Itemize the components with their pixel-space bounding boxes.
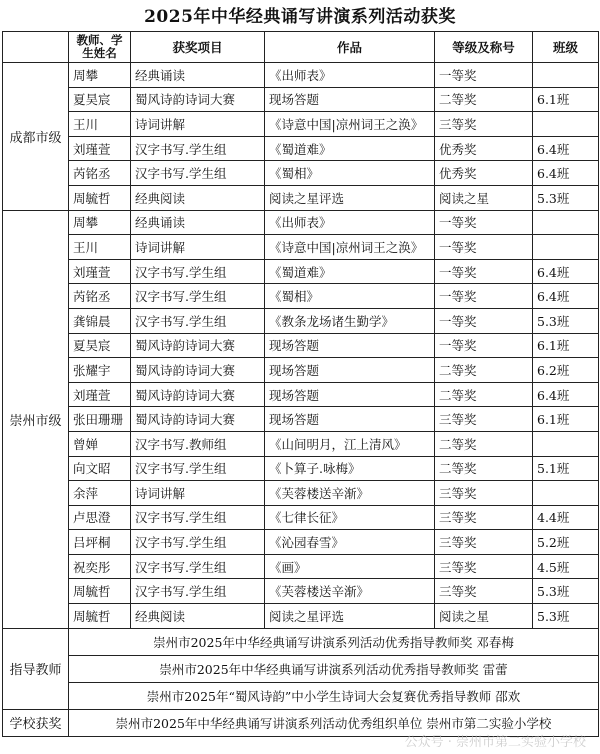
header-teacher: 教师、学生姓名 (69, 32, 131, 63)
table-row (3, 308, 599, 333)
table-header-row (3, 32, 599, 63)
cell-grade: 二等奖 (435, 431, 533, 456)
cell-item: 诗词讲解 (131, 481, 265, 506)
cell-work: 《山间明月，江上清风》 (265, 431, 435, 456)
table-body (3, 63, 599, 629)
section-label-mentors: 指导教师 (3, 628, 69, 709)
header-work: 作品 (265, 32, 435, 63)
cell-work: 现场答题 (265, 333, 435, 358)
mentor-row (3, 682, 599, 709)
cell-class: 6.4班 (533, 284, 599, 309)
cell-grade: 二等奖 (435, 456, 533, 481)
cell-grade: 三等奖 (435, 505, 533, 530)
cell-grade: 三等奖 (435, 579, 533, 604)
cell-name: 龚锦晨 (69, 308, 131, 333)
cell-class: 5.2班 (533, 530, 599, 555)
table-row (3, 431, 599, 456)
cell-grade: 阅读之星 (435, 185, 533, 210)
table-row (3, 235, 599, 260)
table-row (3, 554, 599, 579)
watermark: 公众号 · 崇州市第二实验小学校 (404, 735, 586, 750)
table-row (3, 579, 599, 604)
cell-item: 诗词讲解 (131, 112, 265, 137)
cell-name: 余萍 (69, 481, 131, 506)
table-row (3, 87, 599, 112)
cell-item: 汉字书写.学生组 (131, 579, 265, 604)
cell-class: 5.3班 (533, 604, 599, 629)
table-row (3, 604, 599, 629)
cell-class (533, 481, 599, 506)
cell-name: 刘瑾萱 (69, 382, 131, 407)
cell-class: 6.1班 (533, 333, 599, 358)
cell-grade: 一等奖 (435, 235, 533, 260)
cell-grade: 优秀奖 (435, 161, 533, 186)
cell-grade: 一等奖 (435, 259, 533, 284)
cell-work: 《七律长征》 (265, 505, 435, 530)
cell-class: 6.4班 (533, 382, 599, 407)
cell-item: 蜀风诗韵诗词大赛 (131, 333, 265, 358)
cell-name: 周毓哲 (69, 579, 131, 604)
table-row (3, 456, 599, 481)
page-title: 2025年中华经典诵写讲演系列活动获奖 (144, 7, 456, 27)
cell-item: 经典阅读 (131, 185, 265, 210)
awards-table (2, 31, 599, 737)
cell-item: 蜀风诗韵诗词大赛 (131, 407, 265, 432)
table-row (3, 259, 599, 284)
cell-class: 6.1班 (533, 87, 599, 112)
cell-grade: 三等奖 (435, 407, 533, 432)
cell-grade: 二等奖 (435, 87, 533, 112)
cell-grade: 优秀奖 (435, 136, 533, 161)
cell-item: 汉字书写.学生组 (131, 505, 265, 530)
cell-item: 汉字书写.教师组 (131, 431, 265, 456)
cell-class: 5.3班 (533, 185, 599, 210)
cell-item: 经典阅读 (131, 604, 265, 629)
cell-class: 6.2班 (533, 358, 599, 383)
cell-item: 汉字书写.学生组 (131, 530, 265, 555)
header-grade: 等级及称号 (435, 32, 533, 63)
table-row (3, 505, 599, 530)
cell-work: 《蜀相》 (265, 161, 435, 186)
cell-name: 周毓哲 (69, 604, 131, 629)
table-row (3, 112, 599, 137)
table-row (3, 185, 599, 210)
cell-work: 《卜算子.咏梅》 (265, 456, 435, 481)
table-row (3, 358, 599, 383)
cell-grade: 阅读之星 (435, 604, 533, 629)
mentor-line: 崇州市2025年中华经典诵写讲演系列活动优秀指导教师奖 邓春梅 (69, 628, 599, 655)
cell-name: 夏昊宸 (69, 87, 131, 112)
cell-item: 汉字书写.学生组 (131, 554, 265, 579)
cell-name: 芮铭丞 (69, 284, 131, 309)
cell-name: 曾婵 (69, 431, 131, 456)
cell-grade: 二等奖 (435, 358, 533, 383)
table-row (3, 284, 599, 309)
cell-work: 《诗意中国|凉州词王之涣》 (265, 112, 435, 137)
cell-item: 汉字书写.学生组 (131, 259, 265, 284)
cell-item: 诗词讲解 (131, 235, 265, 260)
cell-work: 《芙蓉楼送辛渐》 (265, 579, 435, 604)
cell-item: 汉字书写.学生组 (131, 161, 265, 186)
cell-work: 《出师表》 (265, 63, 435, 88)
mentor-row (3, 628, 599, 655)
table-row (3, 333, 599, 358)
cell-work: 阅读之星评选 (265, 604, 435, 629)
table-row (3, 530, 599, 555)
cell-work: 《蜀道难》 (265, 259, 435, 284)
cell-name: 刘瑾萱 (69, 259, 131, 284)
cell-class: 6.4班 (533, 161, 599, 186)
cell-name: 张田珊珊 (69, 407, 131, 432)
table-row (3, 210, 599, 235)
cell-work: 《蜀相》 (265, 284, 435, 309)
cell-class: 6.4班 (533, 136, 599, 161)
cell-name: 祝奕彤 (69, 554, 131, 579)
cell-work: 《沁园春雪》 (265, 530, 435, 555)
section-label: 成都市级 (3, 63, 69, 211)
table-row (3, 382, 599, 407)
cell-grade: 三等奖 (435, 530, 533, 555)
cell-grade: 一等奖 (435, 210, 533, 235)
cell-work: 现场答题 (265, 87, 435, 112)
cell-item: 汉字书写.学生组 (131, 456, 265, 481)
cell-grade: 三等奖 (435, 112, 533, 137)
cell-class: 5.3班 (533, 579, 599, 604)
cell-class (533, 431, 599, 456)
cell-item: 经典诵读 (131, 63, 265, 88)
section-label: 崇州市级 (3, 210, 69, 628)
cell-class: 5.3班 (533, 308, 599, 333)
cell-item: 汉字书写.学生组 (131, 136, 265, 161)
table-row (3, 136, 599, 161)
table-row (3, 407, 599, 432)
cell-grade: 三等奖 (435, 554, 533, 579)
cell-name: 周攀 (69, 63, 131, 88)
cell-name: 刘瑾萱 (69, 136, 131, 161)
cell-item: 汉字书写.学生组 (131, 284, 265, 309)
cell-class (533, 112, 599, 137)
cell-item: 蜀风诗韵诗词大赛 (131, 382, 265, 407)
cell-class: 6.4班 (533, 259, 599, 284)
header-class: 班级 (533, 32, 599, 63)
cell-work: 《芙蓉楼送辛渐》 (265, 481, 435, 506)
mentor-row (3, 655, 599, 682)
cell-name: 吕坪桐 (69, 530, 131, 555)
cell-work: 现场答题 (265, 382, 435, 407)
cell-name: 芮铭丞 (69, 161, 131, 186)
cell-name: 周毓哲 (69, 185, 131, 210)
table-row (3, 481, 599, 506)
cell-name: 向文昭 (69, 456, 131, 481)
cell-item: 汉字书写.学生组 (131, 308, 265, 333)
cell-work: 现场答题 (265, 358, 435, 383)
cell-work: 阅读之星评选 (265, 185, 435, 210)
cell-name: 夏昊宸 (69, 333, 131, 358)
cell-name: 卢思澄 (69, 505, 131, 530)
header-blank (3, 32, 69, 63)
cell-class: 5.1班 (533, 456, 599, 481)
cell-class: 4.4班 (533, 505, 599, 530)
cell-item: 经典诵读 (131, 210, 265, 235)
cell-grade: 一等奖 (435, 308, 533, 333)
cell-work: 《出师表》 (265, 210, 435, 235)
school-award-line: 崇州市2025年中华经典诵写讲演系列活动优秀组织单位 崇州市第二实验小学校 (69, 709, 599, 736)
table-row (3, 161, 599, 186)
cell-name: 王川 (69, 235, 131, 260)
cell-name: 周攀 (69, 210, 131, 235)
cell-name: 张耀宇 (69, 358, 131, 383)
cell-class: 4.5班 (533, 554, 599, 579)
mentor-line: 崇州市2025年中华经典诵写讲演系列活动优秀指导教师奖 雷蕾 (69, 655, 599, 682)
cell-grade: 一等奖 (435, 284, 533, 309)
cell-grade: 三等奖 (435, 481, 533, 506)
section-label-school: 学校获奖 (3, 709, 69, 736)
cell-name: 王川 (69, 112, 131, 137)
mentor-line: 崇州市2025年“蜀风诗韵”中小学生诗词大会复赛优秀指导教师 邵欢 (69, 682, 599, 709)
header-item: 获奖项目 (131, 32, 265, 63)
cell-item: 蜀风诗韵诗词大赛 (131, 358, 265, 383)
table-footer (3, 628, 599, 736)
cell-grade: 一等奖 (435, 63, 533, 88)
cell-work: 《画》 (265, 554, 435, 579)
cell-item: 蜀风诗韵诗词大赛 (131, 87, 265, 112)
cell-class: 6.1班 (533, 407, 599, 432)
cell-work: 现场答题 (265, 407, 435, 432)
cell-grade: 一等奖 (435, 333, 533, 358)
cell-work: 《诗意中国|凉州词王之涣》 (265, 235, 435, 260)
cell-grade: 二等奖 (435, 382, 533, 407)
cell-class (533, 63, 599, 88)
cell-work: 《蜀道难》 (265, 136, 435, 161)
cell-class (533, 210, 599, 235)
cell-work: 《教条龙场诸生勤学》 (265, 308, 435, 333)
cell-class (533, 235, 599, 260)
table-row (3, 63, 599, 88)
